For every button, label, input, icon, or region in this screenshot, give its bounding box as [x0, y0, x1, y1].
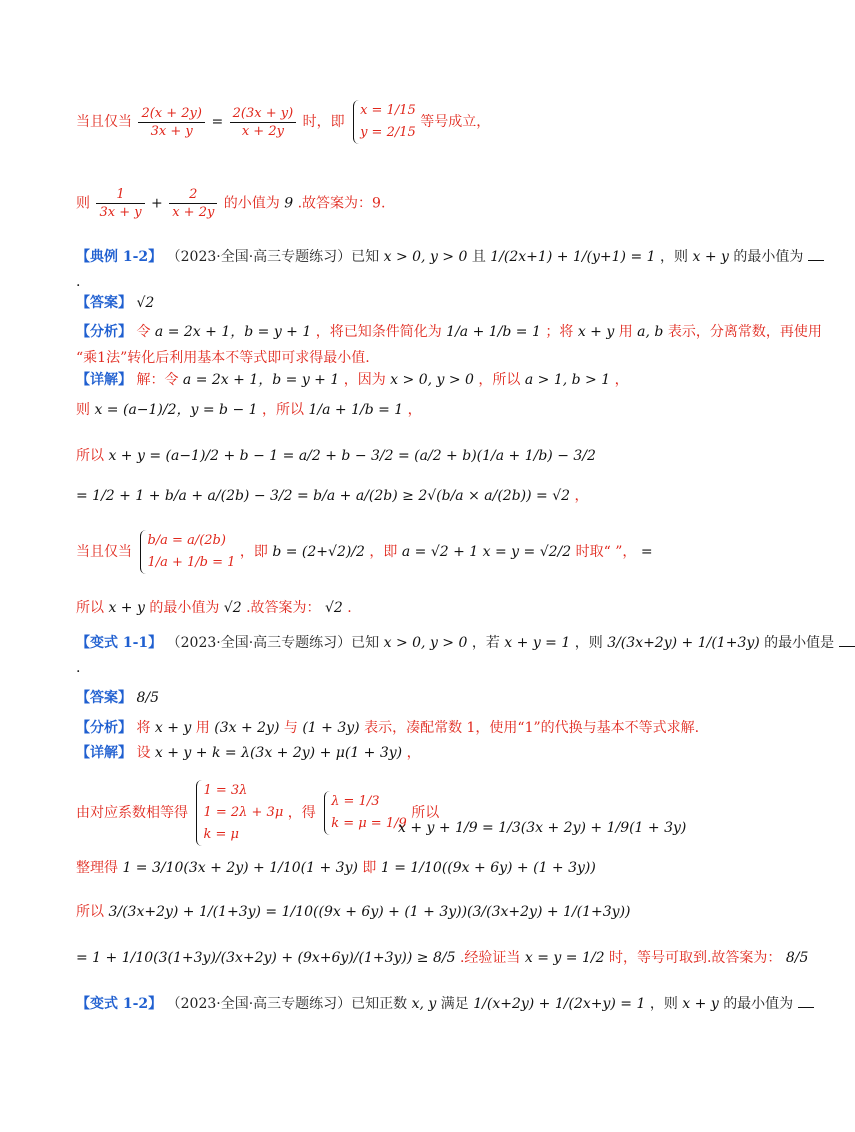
example-1-2-conclusion: 所以 x + y 的最小值为 √2 .故答案为： √2 . [76, 600, 352, 616]
variant-1-1-answer: 【答案】 8/5 [76, 690, 159, 706]
variant-1-1-question: 【变式 1-1】 （2023·全国·高三专题练习）已知 x > 0, y > 0 ，若 x + y = 1 ，则 3/(3x+2y) + 1/(1+3y) 的最小值是 [76, 633, 855, 653]
equality-condition-line: 当且仅当 $\frac{2(x + 2y)}{3x + y}$ = $\frac{2(3x + y)}{x + 2y}$ 时，即 x = 1/15 y = 2/15 等号成立， [76, 100, 490, 144]
example-1-2-question: 【典例 1-2】 （2023·全国·高三专题练习）已知 x > 0, y > 0 且 1/(2x+1) + 1/(y+1) = 1 ，则 x + y 的最小值为 [76, 247, 824, 267]
coefficient-result: x + y + 1/9 = 1/3(3x + 2y) + 1/9(1 + 3y) [398, 820, 687, 836]
variant-1-1-analysis: 【分析】 将 x + y 用 (3x + 2y) 与 (1 + 3y) 表示，凑配常数 1，使用“1”的代换与基本不等式求解. [76, 720, 700, 736]
product-line: 所以 3/(3x+2y) + 1/(1+3y) = 1/10((9x + 6y) + (1 + 3y))(3/(3x+2y) + 1/(1+3y)) [76, 904, 631, 920]
example-tag: 【典例 1-2】 [76, 249, 163, 265]
example-1-2-answer: 【答案】 √2 [76, 295, 155, 311]
tidy-line: 整理得 1 = 3/10(3x + 2y) + 1/10(1 + 3y) 即 1 = 1/10((9x + 6y) + (1 + 3y)) [76, 860, 596, 876]
min-value-line: 则 $\frac{1}{3x + y}$ + $\frac{2}{x + 2y}$ 的小值为 9 .故答案为：9. [76, 187, 386, 220]
variant-1-2-question: 【变式 1-2】 （2023·全国·高三专题练习）已知正数 x, y 满足 1/(x+2y) + 1/(2x+y) = 1 ，则 x + y 的最小值为 [76, 994, 814, 1014]
variant-1-1-conclusion: = 1 + 1/10(3(1+3y)/(3x+2y) + (9x+6y)/(1+3y)) ≥ 8/5 .经验证当 x = y = 1/2 时，等号可取到.故答案为： 8/5 [76, 950, 809, 966]
question-period: . [76, 274, 81, 290]
lhs-fraction: $\frac{2(x + 2y)}{3x + y}$ [138, 105, 205, 140]
xy-system: x = 1/15 y = 2/15 [353, 100, 416, 144]
detail-expansion: 所以 x + y = (a−1)/2 + b − 1 = a/2 + b − 3/2 = (a/2 + b)(1/a + 1/b) − 3/2 [76, 448, 596, 464]
rhs-fraction: $\frac{2(3x + y)}{x + 2y}$ [230, 105, 297, 140]
example-1-2-detail: 【详解】 解：令 a = 2x + 1，b = y + 1 ，因为 x > 0, y > 0 ，所以 a > 1, b > 1 ， [76, 372, 629, 388]
detail-equality-case: 当且仅当 b/a = a/(2b) 1/a + 1/b = 1 ，即 b = (2+√2)/2 ，即 a = √2 + 1 x = y = √2/2 时取“ ”， = [76, 530, 653, 574]
detail-substitution: 则 x = (a−1)/2，y = b − 1 ，所以 1/a + 1/b = 1 ， [76, 402, 422, 418]
coefficient-matching: 由对应系数相等得 1 = 3λ 1 = 2λ + 3μ k = μ ，得 λ = 1/3 k = μ = 1/9 所以 [76, 780, 439, 846]
analysis-continued: “乘1法”转化后利用基本不等式即可求得最小值. [76, 350, 370, 366]
answer-blank [808, 248, 824, 261]
variant-1-1-detail: 【详解】 设 x + y + k = λ(3x + 2y) + μ(1 + 3y) ， [76, 745, 421, 761]
example-1-2-analysis: 【分析】 令 a = 2x + 1，b = y + 1 ，将已知条件简化为 1/a + 1/b = 1 ；将 x + y 用 a, b 表示，分离常数，再使用 [76, 324, 822, 340]
detail-inequality: = 1/2 + 1 + b/a + a/(2b) − 3/2 = b/a + a/(2b) ≥ 2√(b/a × a/(2b)) = √2 ， [76, 488, 589, 504]
